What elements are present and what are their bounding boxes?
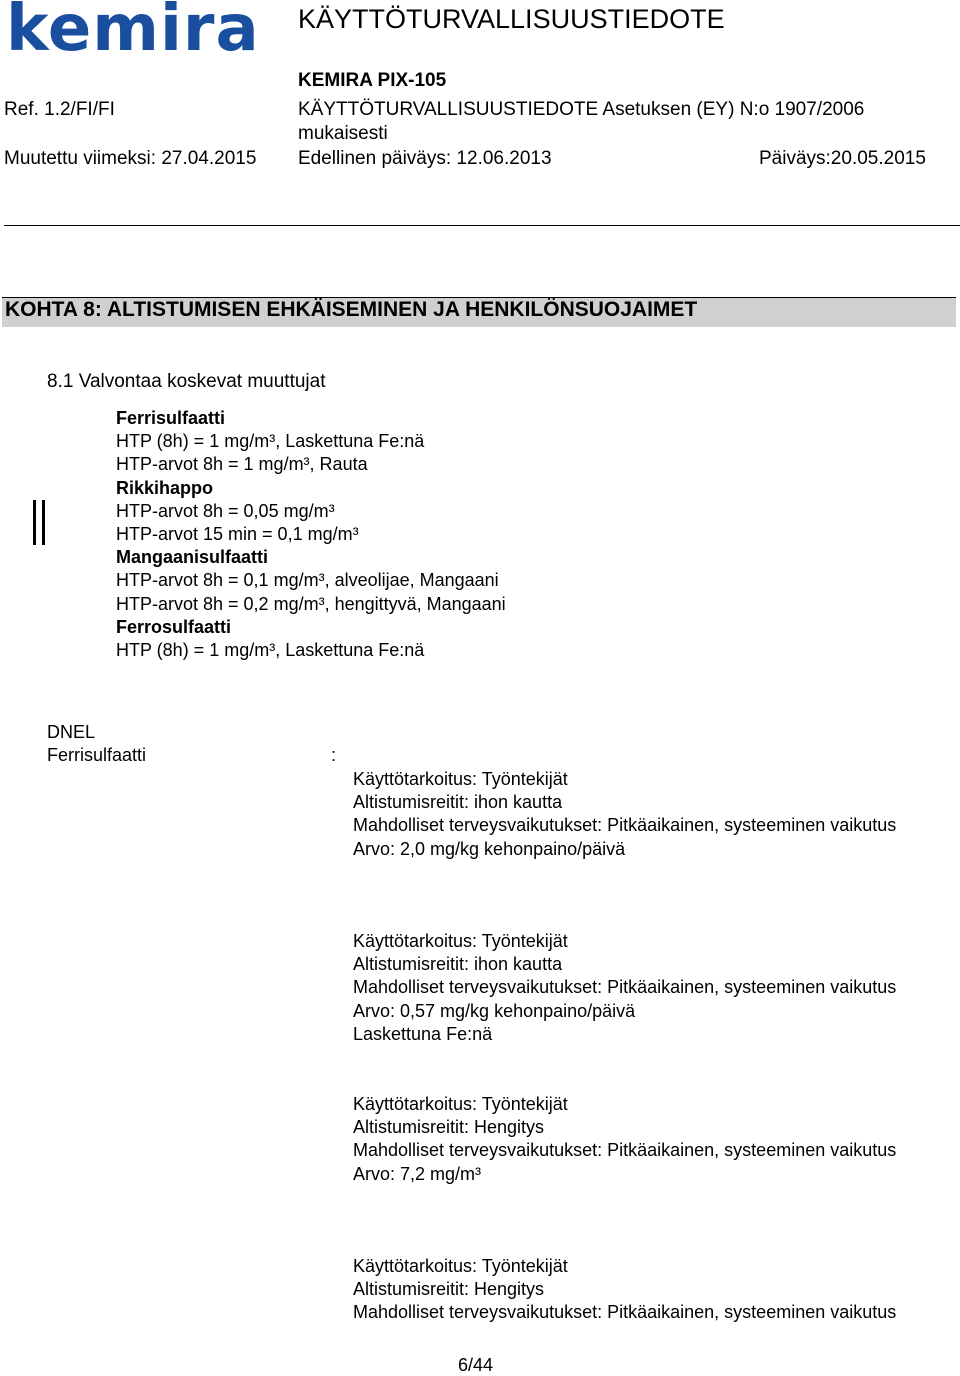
- revision-marker: [33, 500, 36, 545]
- header-divider: [4, 225, 960, 226]
- dnel-colon: :: [331, 745, 337, 765]
- substance-name: Rikkihappo: [116, 477, 214, 498]
- dnel-value: Arvo: 7,2 mg/m³: [353, 1163, 482, 1184]
- limit-value: HTP-arvot 15 min = 0,1 mg/m³: [116, 524, 359, 545]
- limit-value: HTP (8h) = 1 mg/m³, Laskettuna Fe:nä: [116, 431, 425, 452]
- dnel-use: Käyttötarkoitus: Työntekijät: [353, 1094, 568, 1114]
- kemira-logo: kemira: [6, 0, 260, 66]
- dnel-route: Altistumisreitit: ihon kautta: [353, 792, 563, 813]
- dnel-entry: [353, 1093, 933, 1186]
- regulation-line-1: KÄYTTÖTURVALLISUUSTIEDOTE Asetuksen (EY) N:o 1907/2006: [298, 99, 865, 120]
- substance-name: Mangaanisulfaatti: [116, 547, 269, 568]
- limit-value: HTP-arvot 8h = 0,05 mg/m³: [116, 500, 335, 521]
- product-name: KEMIRA PIX-105: [298, 70, 447, 91]
- issue-date: Päiväys:20.05.2015: [759, 148, 926, 169]
- dnel-route: Altistumisreitit: Hengitys: [353, 1117, 545, 1138]
- dnel-entry: [353, 1255, 933, 1325]
- limit-value: HTP-arvot 8h = 0,2 mg/m³, hengittyvä, Mangaani: [116, 593, 506, 614]
- page-number: 6/44: [458, 1355, 494, 1375]
- dnel-value: Arvo: 0,57 mg/kg kehonpaino/päivä: [353, 1000, 636, 1021]
- dnel-entry: [353, 768, 933, 861]
- dnel-effects: Mahdolliset terveysvaikutukset: Pitkäaikainen, systeeminen vaikutus: [353, 815, 897, 836]
- dnel-use: Käyttötarkoitus: Työntekijät: [353, 769, 568, 789]
- document-title: KÄYTTÖTURVALLISUUSTIEDOTE: [298, 4, 725, 34]
- dnel-substance: Ferrisulfaatti: [47, 745, 147, 765]
- revision-marker: [42, 500, 45, 545]
- reference: Ref. 1.2/FI/FI: [4, 99, 115, 120]
- substance-name: Ferrosulfaatti: [116, 616, 232, 637]
- dnel-effects: Mahdolliset terveysvaikutukset: Pitkäaikainen, systeeminen vaikutus: [353, 1140, 897, 1161]
- dnel-entry: [353, 930, 933, 1046]
- dnel-heading: DNEL: [47, 722, 96, 742]
- substance-name: Ferrisulfaatti: [116, 408, 226, 428]
- subsection-title: 8.1 Valvontaa koskevat muuttujat: [47, 371, 326, 392]
- dnel-use: Käyttötarkoitus: Työntekijät: [353, 931, 568, 951]
- dnel-use: Käyttötarkoitus: Työntekijät: [353, 1256, 568, 1276]
- regulation-line-2: mukaisesti: [298, 123, 388, 144]
- dnel-route: Altistumisreitit: Hengitys: [353, 1279, 545, 1300]
- dnel-effects: Mahdolliset terveysvaikutukset: Pitkäaikainen, systeeminen vaikutus: [353, 977, 897, 998]
- limit-value: HTP-arvot 8h = 0,1 mg/m³, alveolijae, Mangaani: [116, 570, 499, 591]
- dnel-route: Altistumisreitit: ihon kautta: [353, 954, 563, 975]
- exposure-limits: [116, 407, 816, 662]
- limit-value: HTP-arvot 8h = 1 mg/m³, Rauta: [116, 454, 368, 475]
- limit-value: HTP (8h) = 1 mg/m³, Laskettuna Fe:nä: [116, 640, 425, 661]
- previous-date: Edellinen päiväys: 12.06.2013: [298, 148, 552, 169]
- dnel-value: Arvo: 2,0 mg/kg kehonpaino/päivä: [353, 838, 626, 859]
- dnel-effects: Mahdolliset terveysvaikutukset: Pitkäaikainen, systeeminen vaikutus: [353, 1302, 897, 1323]
- section-title: KOHTA 8: ALTISTUMISEN EHKÄISEMINEN JA HENKILÖNSUOJAIMET: [5, 298, 698, 321]
- modified-date: Muutettu viimeksi: 27.04.2015: [4, 148, 257, 169]
- dnel-note: Laskettuna Fe:nä: [353, 1023, 493, 1044]
